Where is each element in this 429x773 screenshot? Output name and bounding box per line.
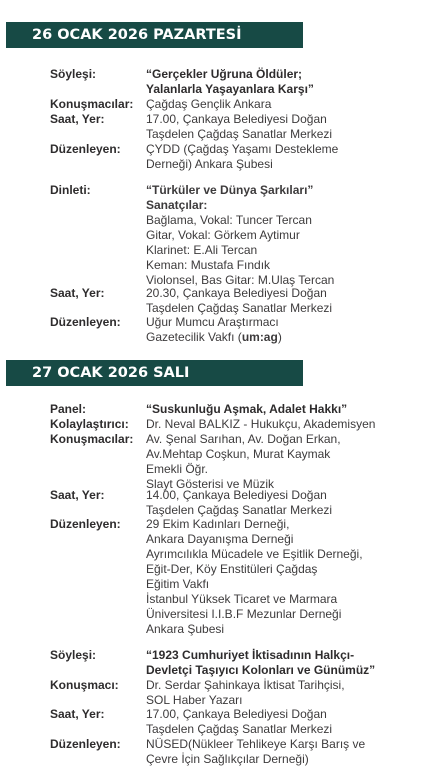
field-label: Düzenleyen: — [50, 142, 121, 156]
field-label: Söyleşi: — [50, 67, 97, 81]
field-label: Düzenleyen: — [50, 517, 121, 531]
organizer-value: ÇYDD (Çağdaş Yaşamı Destekleme Derneği) Ankara Şubesi — [146, 142, 339, 171]
field-label: Düzenleyen: — [50, 737, 121, 751]
facilitator-value: Dr. Neval BALKIZ - Hukukçu, Akademisyen — [146, 417, 376, 431]
field-label: Saat, Yer: — [50, 488, 105, 502]
speakers-value: Çağdaş Gençlik Ankara — [146, 97, 272, 111]
time-place-value: 17.00, Çankaya Belediyesi Doğan Taşdelen Çağdaş Sanatlar Merkezi — [146, 112, 333, 141]
event-title: “1923 Cumhuriyet İktisadının Halkçı- Devletçi Taşıyıcı Kolonları ve Günümüz” — [146, 648, 376, 677]
field-label: Saat, Yer: — [50, 286, 105, 300]
speaker-value: Dr. Serdar Şahinkaya İktisat Tarihçisi, SOL Haber Yazarı — [146, 678, 345, 707]
umag-abbrev: um:ag — [241, 330, 278, 344]
speakers-value: Av. Şenal Sarıhan, Av. Doğan Erkan, Av.Mehtap Coşkun, Murat Kaymak Emekli Öğr. Slayt Gösterisi ve Müzik — [146, 432, 341, 491]
organizer-value: Uğur Mumcu Araştırmacı Gazetecilik Vakfı (um:ag) — [146, 315, 282, 344]
time-place-value: 17.00, Çankaya Belediyesi Doğan Taşdelen Çağdaş Sanatlar Merkezi — [146, 707, 333, 736]
field-label: Kolaylaştırıcı: — [50, 417, 129, 431]
field-label: Saat, Yer: — [50, 112, 105, 126]
field-label: Konuşmacılar: — [50, 432, 134, 446]
field-label: Panel: — [50, 402, 87, 416]
field-label: Söyleşi: — [50, 648, 97, 662]
time-place-value: 20.30, Çankaya Belediyesi Doğan Taşdelen Çağdaş Sanatlar Merkezi — [146, 286, 333, 315]
concert-details: “Türküler ve Dünya Şarkıları” Sanatçılar: Bağlama, Vokal: Tuncer Tercan Gitar, Vokal: Görkem Aytimur Klarinet: E.Ali Tercan Keman: Mustafa Fındık Violonsel, Bas Gitar: M.Ulaş Tercan — [146, 183, 335, 287]
field-label: Dinleti: — [50, 183, 91, 197]
field-label: Konuşmacı: — [50, 678, 119, 692]
event-title: “Suskunluğu Aşmak, Adalet Hakkı” — [146, 402, 348, 416]
day-header-26-ocak: 26 OCAK 2026 PAZARTESİ — [6, 22, 303, 48]
field-label: Saat, Yer: — [50, 707, 105, 721]
field-label: Konuşmacılar: — [50, 97, 134, 111]
time-place-value: 14.00, Çankaya Belediyesi Doğan Taşdelen Çağdaş Sanatlar Merkezi — [146, 488, 333, 517]
field-label: Düzenleyen: — [50, 315, 121, 329]
organizer-value: 29 Ekim Kadınları Derneği, Ankara Dayanışma Derneği Ayrımcılıkla Mücadele ve Eşitlik Derneği, Eğit-Der, Köy Enstitüleri Çağdaş Eğitim Vakfı İstanbul Yüksek Ticaret ve Marmara Üniversitesi I.I.B.F Mezunlar Derneği Ankara Şubesi — [146, 517, 363, 636]
day-header-27-ocak: 27 OCAK 2026 SALI — [6, 360, 303, 386]
event-title: “Gerçekler Uğruna Öldüler; Yalanlarla Yaşayanlara Karşı” — [146, 67, 314, 96]
organizer-value: NÜSED(Nükleer Tehlikeye Karşı Barış ve Çevre İçin Sağlıkçılar Derneği) — [146, 737, 366, 766]
